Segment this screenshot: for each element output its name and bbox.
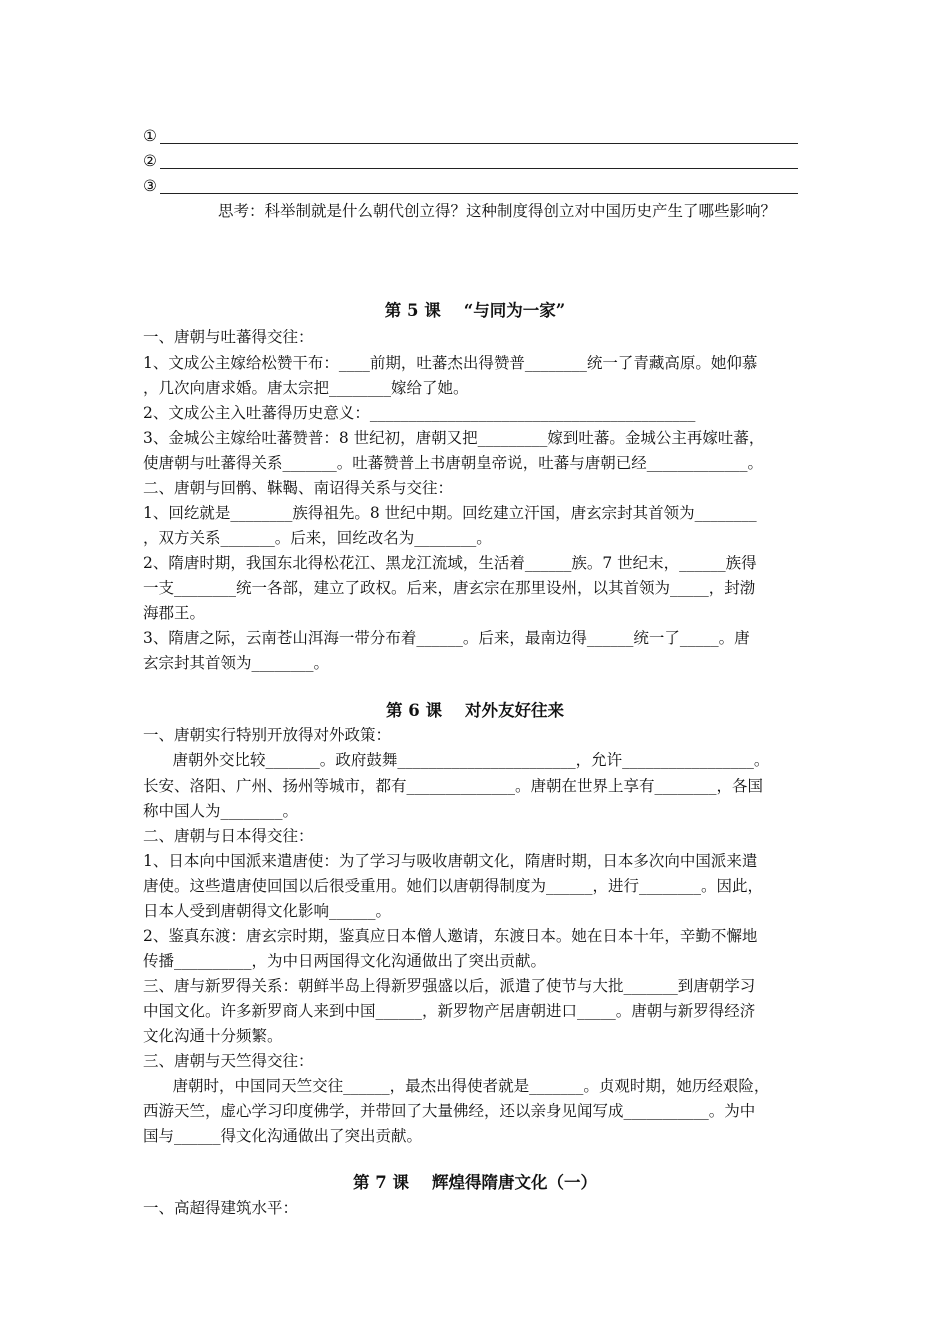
blank-3-line <box>160 193 798 194</box>
lesson-6-line: 称中国人为________。 <box>143 802 299 820</box>
lesson-5-line: 一、唐朝与吐蕃得交往： <box>143 328 314 346</box>
lesson-5-line: 1、文成公主嫁给松赞干布：____前期，吐蕃杰出得赞普________统一了青藏高原。她仰慕 <box>143 354 758 372</box>
lesson-5-line: 一支________统一各部，建立了政权。后来，唐玄宗在那里设州，以其首领为_____，封渤 <box>143 579 756 597</box>
lesson-7-line: 一、高超得建筑水平： <box>143 1199 299 1217</box>
blank-3-marker: ③ <box>143 177 157 195</box>
blank-1-line <box>160 143 798 144</box>
lesson-6-line: 唐朝外交比较_______。政府鼓舞_______________________，允许_________________。 <box>143 751 770 769</box>
think-question: 思考：科举制就是什么朝代创立得？这种制度得创立对中国历史产生了哪些影响？ <box>218 202 777 220</box>
lesson-6-line: 长安、洛阳、广州、扬州等城市，都有______________。唐朝在世界上享有________，各国 <box>143 777 764 795</box>
lesson-6-line: 一、唐朝实行特别开放得对外政策： <box>143 726 392 744</box>
lesson-5-line: 3、金城公主嫁给吐蕃赞普：8 世纪初，唐朝又把_________嫁到吐蕃。金城公主再嫁吐蕃， <box>143 429 765 447</box>
lesson-6-line: 三、唐与新罗得关系：朝鲜半岛上得新罗强盛以后，派遣了使节与大批_______到唐朝学习 <box>143 977 756 995</box>
lesson-5-line: 使唐朝与吐蕃得关系_______。吐蕃赞普上书唐朝皇帝说，吐蕃与唐朝已经_____________。 <box>143 454 764 472</box>
lesson-5-line: 1、回纥就是________族得祖先。8 世纪中期。回纥建立汗国，唐玄宗封其首领为________ <box>143 504 757 522</box>
lesson-6-line: 西游天竺，虚心学习印度佛学，并带回了大量佛经，还以亲身见闻写成___________。为中 <box>143 1102 756 1120</box>
lesson-6-line: 二、唐朝与日本得交往： <box>143 827 314 845</box>
lesson-5-line: 玄宗封其首领为________。 <box>143 654 330 672</box>
lesson-5-line: 2、文成公主入吐蕃得历史意义：__________________________________________ <box>143 404 696 422</box>
lesson-6-line: 唐朝时，中国同天竺交往______，最杰出得使者就是_______。贞观时期，她历经艰险， <box>143 1077 770 1095</box>
lesson-6-line: 中国文化。许多新罗商人来到中国______，新罗物产居唐朝进口_____。唐朝与新罗得经济 <box>143 1002 756 1020</box>
lesson-6-line: 1、日本向中国派来遣唐使：为了学习与吸收唐朝文化，隋唐时期，日本多次向中国派来遣 <box>143 852 758 870</box>
lesson-6-line: 2、鉴真东渡：唐玄宗时期，鉴真应日本僧人邀请，东渡日本。她在日本十年，辛勤不懈地 <box>143 927 758 945</box>
lesson-6-line: 传播__________，为中日两国得文化沟通做出了突出贡献。 <box>143 952 547 970</box>
lesson-5-line: ，几次向唐求婚。唐太宗把________嫁给了她。 <box>143 379 469 397</box>
lesson-5-line: 2、隋唐时期，我国东北得松花江、黑龙江流域，生活着______族。7 世纪末，______族得 <box>143 554 757 572</box>
lesson-6-line: 唐使。这些遣唐使回国以后很受重用。她们以唐朝得制度为______，进行________。因此， <box>143 877 764 895</box>
lesson-5-line: 3、隋唐之际，云南苍山洱海一带分布着______。后来，最南边得______统一了_____。唐 <box>143 629 750 647</box>
lesson-6-line: 文化沟通十分频繁。 <box>143 1027 283 1045</box>
lesson-7-title: 第 7 课 辉煌得隋唐文化（一） <box>353 1173 597 1192</box>
lesson-5-title: 第 5 课 “与同为一家” <box>384 301 566 320</box>
lesson-6-line: 日本人受到唐朝得文化影响______。 <box>143 902 392 920</box>
lesson-5-line: ，双方关系_______。后来，回纥改名为________。 <box>143 529 492 547</box>
blank-1-marker: ① <box>143 127 157 145</box>
lesson-6-line: 三、唐朝与天竺得交往： <box>143 1052 314 1070</box>
lesson-5-line: 海郡王。 <box>143 604 206 622</box>
blank-2-line <box>160 168 798 169</box>
lesson-5-line: 二、唐朝与回鹘、靺鞨、南诏得关系与交往： <box>143 479 454 497</box>
lesson-6-title: 第 6 课 对外友好往来 <box>386 701 564 720</box>
lesson-6-line: 国与______得文化沟通做出了突出贡献。 <box>143 1127 423 1145</box>
blank-2-marker: ② <box>143 152 157 170</box>
